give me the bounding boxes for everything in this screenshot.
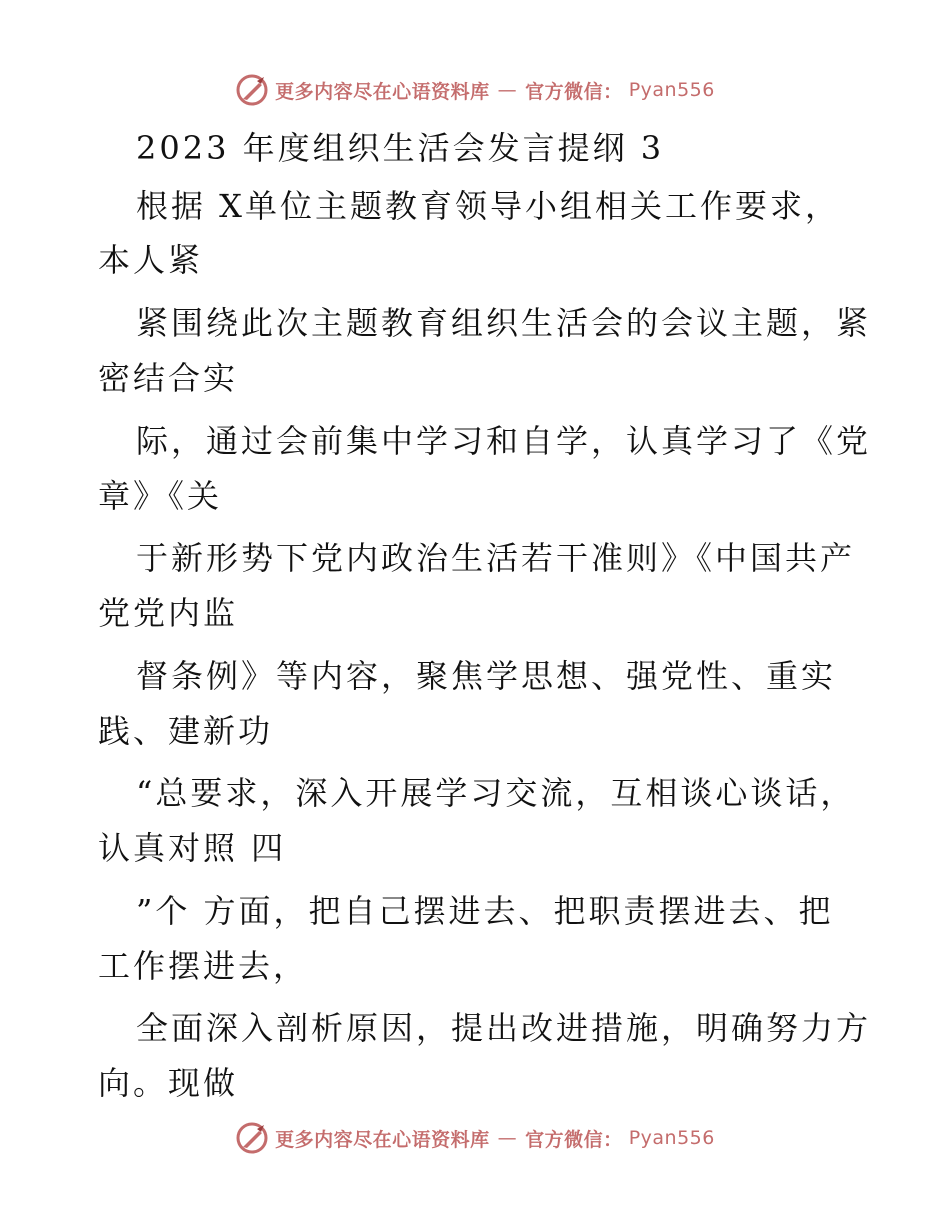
quill-logo-icon: [235, 73, 269, 107]
banner-separator: —: [497, 79, 518, 101]
header-watermark-banner: [0, 70, 950, 110]
footer-watermark-banner: [0, 1118, 950, 1158]
document-title: 2023 年度组织生活会发言提纲 3: [136, 129, 665, 167]
document-line: 根据 X单位主题教育领导小组相关工作要求，: [136, 187, 840, 225]
document-line: 工作摆进去，: [98, 947, 309, 985]
banner-separator: —: [497, 1127, 518, 1149]
document-line: 认真对照 四: [98, 829, 287, 867]
document-line: 于新形势下党内政治生活若干准则》《中国共产: [136, 539, 856, 577]
banner-wechat-label: 官方微信：: [525, 1128, 623, 1151]
document-line: 践、建新功: [98, 712, 274, 750]
document-line: 督条例》等内容，聚焦学思想、强党性、重实: [136, 657, 837, 695]
document-line: 党党内监: [98, 594, 239, 632]
document-line: 密结合实: [98, 359, 239, 397]
banner-wechat-id: Pyan556: [628, 1127, 715, 1149]
banner-wechat-id: Pyan556: [628, 79, 715, 101]
document-line: “总要求，深入开展学习交流，互相谈心谈话，: [136, 774, 856, 812]
document-line: 本人紧: [98, 241, 204, 279]
banner-text: 更多内容尽在心语资料库: [275, 1128, 490, 1151]
banner-text: 更多内容尽在心语资料库: [275, 80, 490, 103]
document-line: 向。现做: [98, 1064, 239, 1102]
document-line: 章》《关: [98, 477, 223, 515]
document-line: 全面深入剖析原因，提出改进措施，明确努力方: [136, 1009, 872, 1047]
quill-logo-icon: [235, 1121, 269, 1155]
banner-wechat-label: 官方微信：: [525, 80, 623, 103]
document-line: 紧围绕此次主题教育组织生活会的会议主题，紧: [136, 304, 872, 342]
document-line: 际，通过会前集中学习和自学，认真学习了《党: [136, 422, 872, 460]
document-line: ”个 方面，把自己摆进去、把职责摆进去、把: [136, 892, 834, 930]
